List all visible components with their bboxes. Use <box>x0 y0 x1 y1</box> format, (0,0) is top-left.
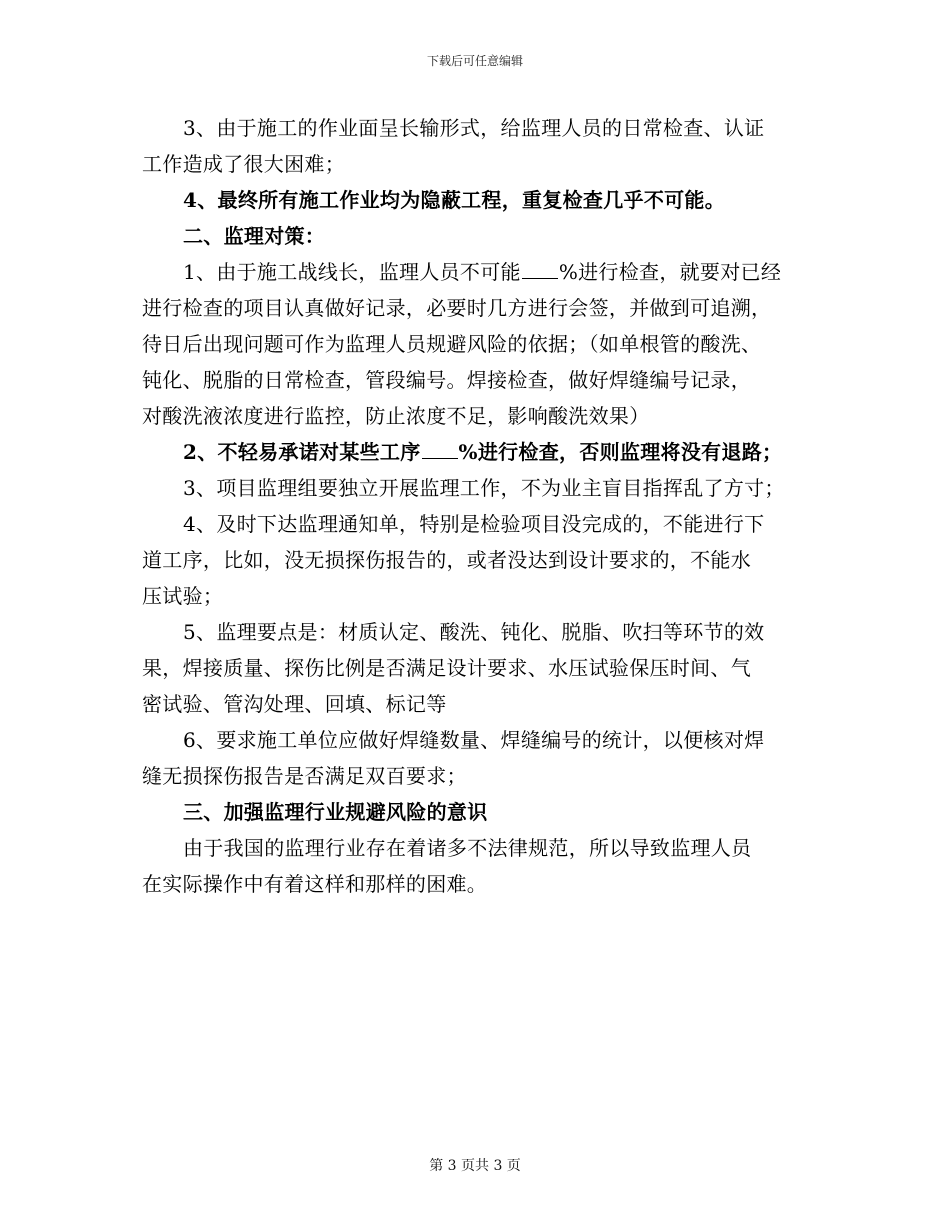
strategy-5-line-1: 5、监理要点是：材质认定、酸洗、钝化、脱脂、吹扫等环节的效 <box>183 620 765 644</box>
section-heading-2: 二、监理对策： <box>183 224 326 248</box>
page-header: 下载后可任意编辑 <box>426 54 523 68</box>
strategy-2-text-post: %进行检查，否则监理将没有退路； <box>458 440 783 464</box>
strategy-1-text-post: %进行检查，就要对已经 <box>558 260 782 284</box>
fill-blank <box>422 438 458 459</box>
strategy-6-line-1: 6、要求施工单位应做好焊缝数量、焊缝编号的统计，以便核对焊 <box>183 728 765 752</box>
strategy-5-line-3: 密试验、管沟处理、回填、标记等 <box>142 692 447 716</box>
section-heading-3: 三、加强监理行业规避风险的意识 <box>183 800 488 824</box>
strategy-4-line-1: 4、及时下达监理通知单，特别是检验项目没完成的，不能进行下 <box>183 512 765 536</box>
document-body <box>142 110 808 902</box>
final-paragraph-line-1: 由于我国的监理行业存在着诸多不法律规范，所以导致监理人员 <box>183 836 752 860</box>
paragraph-4: 4、最终所有施工作业均为隐蔽工程，重复检查几乎不可能。 <box>183 188 726 212</box>
strategy-4-line-2: 道工序，比如，没无损探伤报告的，或者没达到设计要求的，不能水 <box>142 548 751 572</box>
paragraph-3-line-2: 工作造成了很大困难； <box>142 152 345 176</box>
strategy-5-line-2: 果，焊接质量、探伤比例是否满足设计要求、水压试验保压时间、气 <box>142 656 751 680</box>
strategy-1-line-1 <box>142 254 808 290</box>
fill-blank <box>522 258 558 279</box>
strategy-2-text-pre: 2、不轻易承诺对某些工序 <box>183 440 421 464</box>
strategy-6-line-2: 缝无损探伤报告是否满足双百要求； <box>142 764 467 788</box>
strategy-2 <box>142 434 808 470</box>
final-paragraph-line-2: 在实际操作中有着这样和那样的困难。 <box>142 872 488 896</box>
paragraph-3-line-1: 3、由于施工的作业面呈长输形式，给监理人员的日常检查、认证 <box>183 116 765 140</box>
page-footer: 第 3 页共 3 页 <box>429 1158 521 1174</box>
strategy-1-line-4: 钝化、脱脂的日常检查，管段编号。焊接检查，做好焊缝编号记录， <box>142 368 751 392</box>
strategy-1-text-pre: 1、由于施工战线长，监理人员不可能 <box>183 260 521 284</box>
strategy-1-line-2: 进行检查的项目认真做好记录，必要时几方进行会签，并做到可追溯， <box>142 296 772 320</box>
strategy-1-line-5: 对酸洗液浓度进行监控，防止浓度不足，影响酸洗效果） <box>142 404 650 428</box>
strategy-3: 3、项目监理组要独立开展监理工作，不为业主盲目指挥乱了方寸； <box>183 476 785 500</box>
strategy-1-line-3: 待日后出现问题可作为监理人员规避风险的依据；（如单根管的酸洗、 <box>142 332 762 356</box>
strategy-4-line-3: 压试验； <box>142 584 224 608</box>
